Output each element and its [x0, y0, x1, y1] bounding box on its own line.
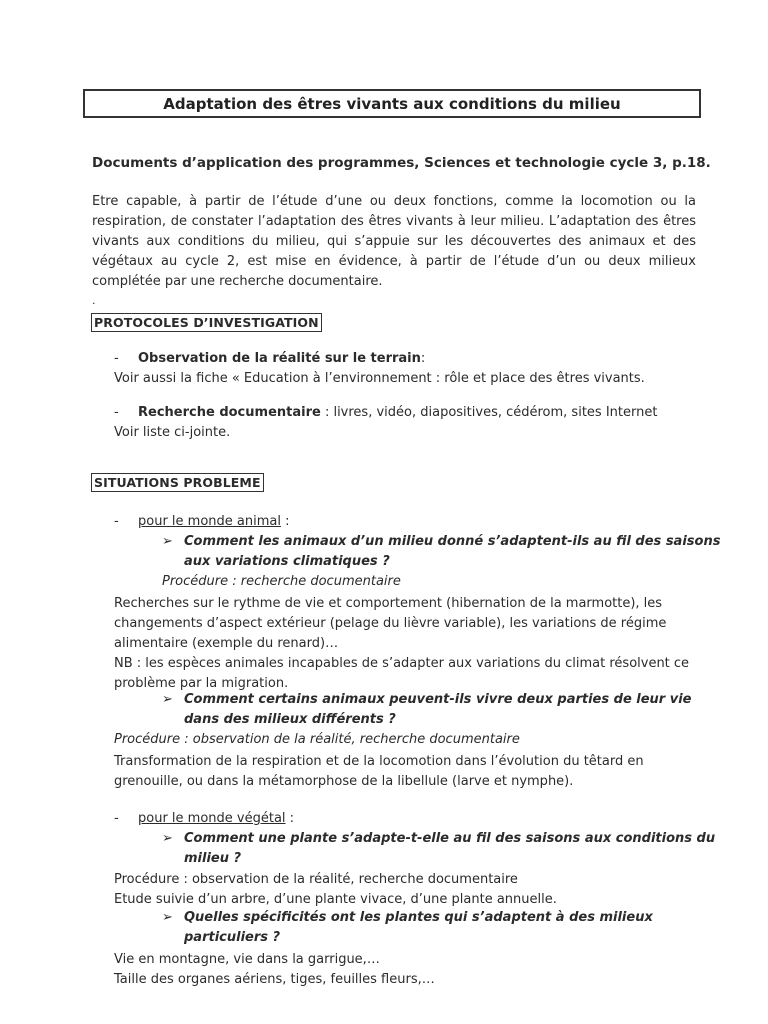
situations-heading-text: SITUATIONS PROBLEME: [91, 473, 264, 492]
stray-dot: .: [92, 294, 96, 307]
text-line: alimentaire (exemple du renard)…: [114, 636, 339, 651]
text-line: changements d’aspect extérieur (pelage du lièvre variable), les variations de régime: [114, 616, 667, 631]
item-suffix: : livres, vidéo, diapositives, cédérom, sites Internet: [320, 405, 658, 420]
item-suffix: :: [420, 351, 426, 366]
protocoles-heading-text: PROTOCOLES D’INVESTIGATION: [91, 313, 322, 332]
intro-paragraph: [92, 192, 696, 292]
animal-colon: :: [280, 514, 290, 529]
vegetal-colon: :: [285, 811, 295, 826]
bullet-dash: -: [114, 351, 119, 366]
text-line: Transformation de la respiration et de la locomotion dans l’évolution du têtard en: [114, 754, 644, 769]
question-1-line-2: aux variations climatiques ?: [184, 554, 390, 569]
intro-line: végétaux au cycle 2, est mise en évidence, à partir de l’étude d’un ou deux milieux: [92, 254, 696, 269]
item-label: Recherche documentaire: [138, 405, 321, 420]
vegetal-label: pour le monde végétal: [138, 811, 286, 826]
intro-line: vivants aux conditions du milieu, qui s’appuie sur les découvertes des animaux et des: [92, 234, 696, 249]
text-line: Procédure : observation de la réalité, recherche documentaire: [114, 872, 518, 887]
text-block-1: [114, 594, 689, 694]
bullet-dash: -: [114, 405, 119, 420]
text-line: grenouille, ou dans la métamorphose de la libellule (larve et nymphe).: [114, 774, 574, 789]
question-1-line-1: ➢ Comment les animaux d’un milieu donné s’adaptent-ils au fil des saisons: [162, 534, 721, 549]
text-line: Taille des organes aériens, tiges, feuilles fleurs,…: [114, 972, 435, 987]
text-block-2: [114, 752, 644, 792]
title-text: Adaptation des êtres vivants aux conditions du milieu: [163, 94, 621, 113]
intro-line: Etre capable, à partir de l’étude d’une ou deux fonctions, comme la locomotion ou la: [92, 194, 696, 209]
text-line: Vie en montagne, vie dans la garrigue,…: [114, 952, 380, 967]
bullet-dash: -: [114, 811, 119, 826]
procedure-2: Procédure : observation de la réalité, recherche documentaire: [114, 732, 520, 747]
document-title: [83, 89, 701, 118]
protocole-item-recherche-text: Voir liste ci-jointe.: [114, 425, 231, 440]
text-block-3: [114, 870, 557, 910]
question-4-line-1: ➢ Quelles spécificités ont les plantes qui s’adaptent à des milieux: [162, 910, 653, 925]
text-line: Etude suivie d’un arbre, d’une plante vivace, d’une plante annuelle.: [114, 892, 557, 907]
arrow-icon: ➢: [162, 831, 173, 846]
text-line: problème par la migration.: [114, 676, 289, 691]
question-3-line-2: milieu ?: [184, 851, 242, 866]
subtitle: Documents d’application des programmes, Sciences et technologie cycle 3, p.18.: [92, 155, 711, 171]
question-3-line-1: ➢ Comment une plante s’adapte-t-elle au fil des saisons aux conditions du: [162, 831, 716, 846]
arrow-icon: ➢: [162, 910, 173, 925]
monde-vegetal: [114, 811, 294, 826]
arrow-icon: ➢: [162, 534, 173, 549]
bullet-dash: -: [114, 514, 119, 529]
protocoles-heading: [91, 315, 322, 331]
intro-line: complétée par une recherche documentaire.: [92, 274, 383, 289]
monde-animal: [114, 514, 289, 529]
intro-line: respiration, de constater l’adaptation des êtres vivants à leur milieu. L’adaptation des êtres: [92, 214, 696, 229]
text-line: Recherches sur le rythme de vie et comportement (hibernation de la marmotte), les: [114, 596, 663, 611]
question-4-line-2: particuliers ?: [184, 930, 281, 945]
question-2-line-1: ➢ Comment certains animaux peuvent-ils vivre deux parties de leur vie: [162, 692, 692, 707]
situations-heading: [91, 475, 264, 491]
text-block-4: [114, 950, 435, 990]
protocole-item-terrain: [114, 351, 425, 366]
animal-label: pour le monde animal: [138, 514, 281, 529]
text-line: NB : les espèces animales incapables de s’adapter aux variations du climat résolvent ce: [114, 656, 690, 671]
protocole-item-terrain-text: Voir aussi la fiche « Education à l’environnement : rôle et place des êtres vivants.: [114, 371, 645, 386]
arrow-icon: ➢: [162, 692, 173, 707]
protocole-item-recherche: [114, 405, 657, 420]
question-2-line-2: dans des milieux différents ?: [184, 712, 396, 727]
item-label: Observation de la réalité sur le terrain: [138, 351, 421, 366]
procedure-1: Procédure : recherche documentaire: [162, 574, 401, 589]
